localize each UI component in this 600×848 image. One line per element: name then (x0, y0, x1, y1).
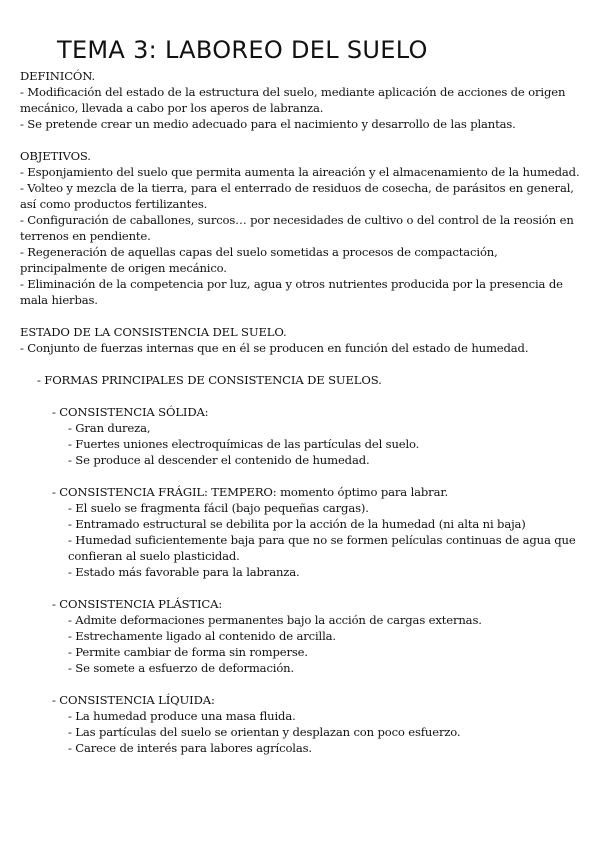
document-body (20, 68, 585, 756)
group-solida (20, 404, 585, 468)
group-heading: - CONSISTENCIA LÍQUIDA: (52, 693, 215, 707)
list-item: - Carece de interés para labores agrícolas. (68, 741, 312, 755)
list-item: - Regeneración de aquellas capas del suelo sometidas a procesos de compactación, principalmente de origen mecánico. (20, 245, 498, 275)
list-item: - Se pretende crear un medio adecuado para el nacimiento y desarrollo de las plantas. (20, 117, 516, 131)
list-item: - Humedad suficientemente baja para que no se formen películas continuas de agua que confieran al suelo plasticidad. (68, 533, 576, 563)
list-item: - La humedad produce una masa fluida. (68, 709, 296, 723)
list-item: - El suelo se fragmenta fácil (bajo pequeñas cargas). (68, 501, 369, 515)
list-item: - Eliminación de la competencia por luz, agua y otros nutrientes producida por la presencia de mala hierbas. (20, 277, 563, 307)
group-fragil (20, 484, 585, 580)
section-objetivos (20, 148, 585, 308)
list-item: - Estrechamente ligado al contenido de arcilla. (68, 629, 336, 643)
section-heading: ESTADO DE LA CONSISTENCIA DEL SUELO. (20, 325, 287, 339)
list-item: - Volteo y mezcla de la tierra, para el enterrado de residuos de cosecha, de parásitos en general, así como productos fertilizantes. (20, 181, 574, 211)
section-heading: DEFINICÓN. (20, 69, 96, 83)
list-item: - Gran dureza, (68, 421, 151, 435)
section-estado (20, 324, 585, 356)
group-heading: - CONSISTENCIA FRÁGIL: TEMPERO: momento óptimo para labrar. (52, 485, 448, 499)
list-item: - Entramado estructural se debilita por la acción de la humedad (ni alta ni baja) (68, 517, 526, 531)
list-item: - Configuración de caballones, surcos… por necesidades de cultivo o del control de la reosión en terrenos en pendiente. (20, 213, 574, 243)
group-plastica (20, 596, 585, 676)
page-title: TEMA 3: LABOREO DEL SUELO (57, 36, 428, 64)
group-heading: - CONSISTENCIA SÓLIDA: (52, 405, 209, 419)
list-item: - Se somete a esfuerzo de deformación. (68, 661, 295, 675)
list-item: - Fuertes uniones electroquímicas de las partículas del suelo. (68, 437, 420, 451)
list-item: - Modificación del estado de la estructura del suelo, mediante aplicación de acciones de origen mecánico, llevada a cabo por los aperos de labranza. (20, 85, 566, 115)
list-item: - Permite cambiar de forma sin romperse. (68, 645, 308, 659)
list-item: - Admite deformaciones permanentes bajo la acción de cargas externas. (68, 613, 482, 627)
section-heading: - FORMAS PRINCIPALES DE CONSISTENCIA DE SUELOS. (37, 373, 382, 387)
list-item: - Estado más favorable para la labranza. (68, 565, 300, 579)
section-formas (20, 372, 585, 756)
section-heading: OBJETIVOS. (20, 149, 91, 163)
group-heading: - CONSISTENCIA PLÁSTICA: (52, 597, 223, 611)
list-item: - Conjunto de fuerzas internas que en él se producen en función del estado de humedad. (20, 341, 529, 355)
group-liquida (20, 692, 585, 756)
section-definicion (20, 68, 585, 132)
list-item: - Las partículas del suelo se orientan y desplazan con poco esfuerzo. (68, 725, 461, 739)
list-item: - Esponjamiento del suelo que permita aumenta la aireación y el almacenamiento de la humedad. (20, 165, 580, 179)
list-item: - Se produce al descender el contenido de humedad. (68, 453, 370, 467)
